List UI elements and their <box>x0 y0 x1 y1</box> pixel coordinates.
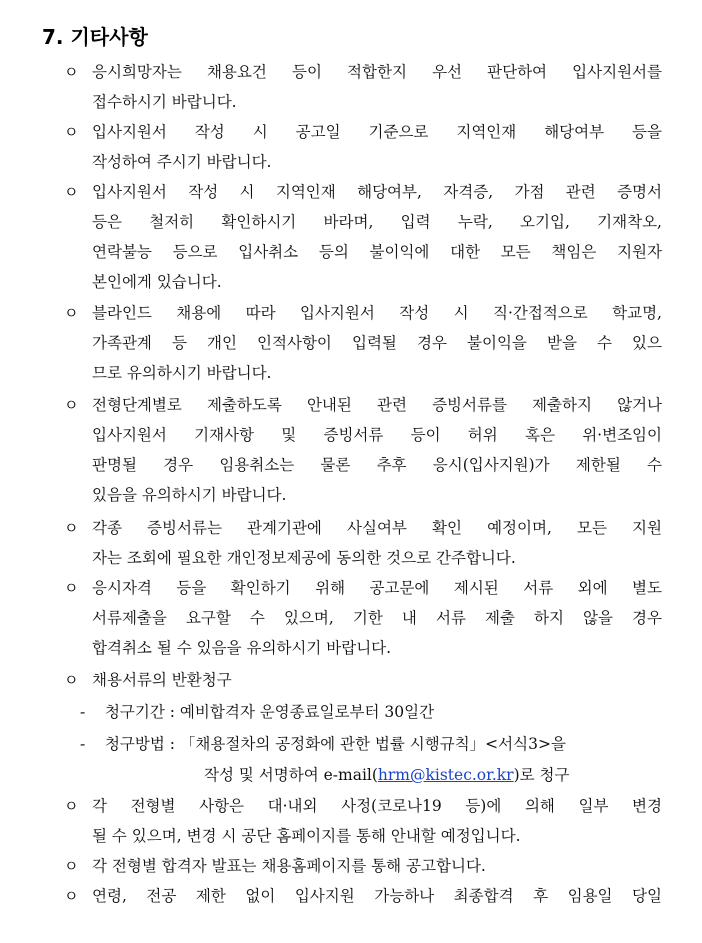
item-line: 합격취소 될 수 있음을 유의하시기 바랍니다. <box>92 639 392 657</box>
item-line: 될 수 있으며, 변경 시 공단 홈페이지를 통해 안내할 예정입니다. <box>92 827 521 845</box>
email-link[interactable]: hrm@kistec.or.kr <box>377 766 514 784</box>
claim-method-suffix: )로 청구 <box>513 766 570 784</box>
bullet-icon: ㅇ <box>64 396 79 414</box>
claim-method-value: 「채용절차의 공정화에 관한 법률 시행규칙」<서식3>을 <box>179 735 566 753</box>
item-line: 응시자격 등을 확인하기 위해 공고문에 제시된 서류 외에 별도 <box>92 579 662 597</box>
dash-icon: - <box>80 735 86 753</box>
item-line: 작성하여 주시기 바랍니다. <box>92 153 272 171</box>
item-line: 등은 철저히 확인하시기 바라며, 입력 누락, 오기입, 기재착오, <box>92 213 662 231</box>
claim-method-label: 청구방법 : <box>104 735 175 753</box>
section-title: 기타사항 <box>70 25 148 49</box>
bullet-icon: ㅇ <box>64 579 79 597</box>
item-line: 각 전형별 사항은 대·내외 사정(코로나19 등)에 의해 일부 변경 <box>92 797 662 815</box>
item-line: 있음을 유의하시기 바랍니다. <box>92 486 287 504</box>
item-line: 가족관계 등 개인 인적사항이 입력될 경우 불이익을 받을 수 있으 <box>92 334 662 352</box>
claim-period-label: 청구기간 : <box>104 703 175 721</box>
item-line: 서류제출을 요구할 수 있으며, 기한 내 서류 제출 하지 않을 경우 <box>92 609 662 627</box>
section-heading <box>42 22 148 52</box>
item-line: 전형단계별로 제출하도록 안내된 관련 증빙서류를 제출하지 않거나 <box>92 396 662 414</box>
item-line: 채용서류의 반환청구 <box>92 671 232 689</box>
claim-method-row <box>80 729 566 759</box>
item-line: 연령, 전공 제한 없이 입사지원 가능하나 최종합격 후 임용일 당일 <box>92 887 662 905</box>
bullet-icon: ㅇ <box>64 857 79 875</box>
item-line: 각종 증빙서류는 관계기관에 사실여부 확인 예정이며, 모든 지원 <box>92 519 662 537</box>
item-line: 각 전형별 합격자 발표는 채용홈페이지를 통해 공고합니다. <box>92 857 486 875</box>
bullet-icon: ㅇ <box>64 183 79 201</box>
bullet-icon: ㅇ <box>64 671 79 689</box>
item-line: 응시희망자는 채용요건 등이 적합한지 우선 판단하여 입사지원서를 <box>92 63 662 81</box>
item-line: 입사지원서 기재사항 및 증빙서류 등이 허위 혹은 위·변조임이 <box>92 426 662 444</box>
bullet-icon: ㅇ <box>64 123 79 141</box>
item-line: 므로 유의하시기 바랍니다. <box>92 364 272 382</box>
item-line: 자는 조회에 필요한 개인정보제공에 동의한 것으로 간주합니다. <box>92 549 516 567</box>
item-line: 판명될 경우 임용취소는 물론 추후 응시(입사지원)가 제한될 수 <box>92 456 662 474</box>
section-number: 7. <box>42 25 64 49</box>
item-line: 블라인드 채용에 따라 입사지원서 작성 시 직·간접적으로 학교명, <box>92 304 662 322</box>
claim-period-value: 예비합격자 운영종료일로부터 30일간 <box>179 703 435 721</box>
bullet-icon: ㅇ <box>64 797 79 815</box>
item-line: 연락불능 등으로 입사취소 등의 불이익에 대한 모든 책임은 지원자 <box>92 243 662 261</box>
bullet-icon: ㅇ <box>64 887 79 905</box>
claim-period-row <box>80 697 434 727</box>
bullet-icon: ㅇ <box>64 63 79 81</box>
dash-icon: - <box>80 703 86 721</box>
item-line: 입사지원서 작성 시 지역인재 해당여부, 자격증, 가점 관련 증명서 <box>92 183 662 201</box>
bullet-icon: ㅇ <box>64 519 79 537</box>
claim-method-continuation <box>204 760 569 790</box>
item-line: 접수하시기 바랍니다. <box>92 93 237 111</box>
bullet-icon: ㅇ <box>64 304 79 322</box>
item-line: 본인에게 있습니다. <box>92 273 222 291</box>
claim-method-prefix: 작성 및 서명하여 e-mail( <box>204 766 378 784</box>
item-line: 입사지원서 작성 시 공고일 기준으로 지역인재 해당여부 등을 <box>92 123 662 141</box>
